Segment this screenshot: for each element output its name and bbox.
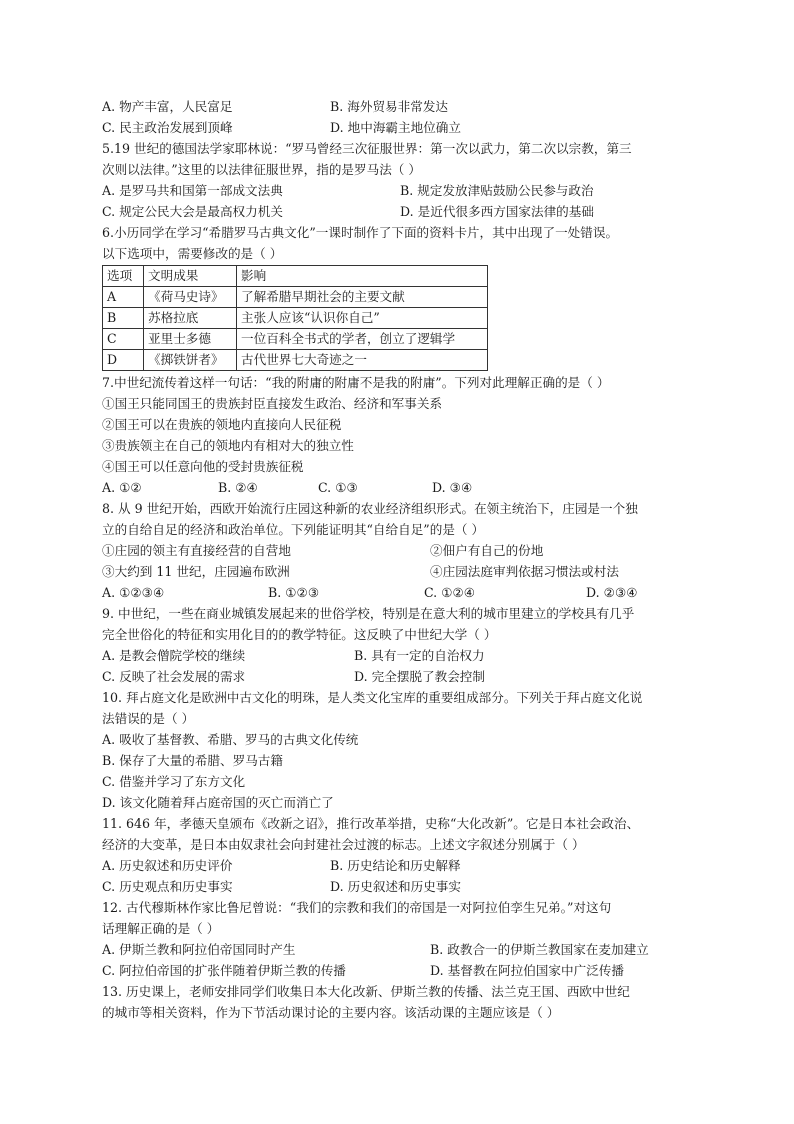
q12-option-c: C. 阿拉伯帝国的扩张伴随着伊斯兰教的传播 xyxy=(102,963,346,978)
q8-stem-line-1: 8. 从 9 世纪开始，西欧开始流行庄园这种新的农业经济组织形式。在领主统治下，庄园是一个独 xyxy=(102,501,638,516)
q5-options-row-1 xyxy=(102,180,702,201)
q12-option-b: B. 政教合一的伊斯兰教国家在麦加建立 xyxy=(430,942,649,957)
table-row xyxy=(103,287,488,308)
table-row xyxy=(103,308,488,329)
table-cell: 《掷铁饼者》 xyxy=(144,350,237,371)
table-cell: 了解希腊早期社会的主要文献 xyxy=(237,287,488,308)
q7-option-c: C. ①③ xyxy=(318,480,358,495)
q10-option-d: D. 该文化随着拜占庭帝国的灭亡而消亡了 xyxy=(102,795,334,810)
q7-item-2: ②国王可以在贵族的领地内直接向人民征税 xyxy=(102,417,342,432)
q7-stem: 7.中世纪流传着这样一句话：“我的附庸的附庸不是我的附庸”。下列对此理解正确的是（ ） xyxy=(102,375,610,390)
q11-option-c: C. 历史观点和历史事实 xyxy=(102,879,233,894)
q4-options-row-2 xyxy=(102,117,702,138)
q13-stem-line-2: 的城市等相关资料，作为下节活动课讨论的主要内容。该活动课的主题应该是（ ） xyxy=(102,1005,560,1020)
q11-option-b: B. 历史结论和历史解释 xyxy=(330,858,461,873)
q12-stem-line-2: 话理解正确的是（ ） xyxy=(102,921,220,936)
q4-options-row-1 xyxy=(102,96,702,117)
q7-options-row xyxy=(102,477,702,498)
q6-stem-line-1: 6.小历同学在学习“希腊罗马古典文化”一课时制作了下面的资料卡片，其中出现了一处错误。 xyxy=(102,225,619,240)
q12-option-a: A. 伊斯兰教和阿拉伯帝国同时产生 xyxy=(102,942,296,957)
q8-items-row-2 xyxy=(102,561,702,582)
q8-item-2: ②佃户有自己的份地 xyxy=(430,543,544,558)
q9-stem-line-2: 完全世俗化的特征和实用化目的的教学特征。这反映了中世纪大学（ ） xyxy=(102,627,497,642)
q10-stem-line-2: 法错误的是（ ） xyxy=(102,711,195,726)
q7-item-1: ①国王只能同国王的贵族封臣直接发生政治、经济和军事关系 xyxy=(102,396,443,411)
q13-stem-line-1: 13. 历史课上，老师安排同学们收集日本大化改新、伊斯兰教的传播、法兰克王国、西欧中世纪 xyxy=(102,984,630,999)
q5-option-b: B. 规定发放津贴鼓励公民参与政治 xyxy=(400,183,594,198)
table-cell: A xyxy=(103,287,144,308)
table-header-cell: 文明成果 xyxy=(144,266,237,287)
table-header-cell: 选项 xyxy=(103,266,144,287)
q10-stem-line-1: 10. 拜占庭文化是欧洲中古文化的明珠，是人类文化宝库的重要组成部分。下列关于拜占庭文化说 xyxy=(102,690,643,705)
table-cell: 亚里士多德 xyxy=(144,329,237,350)
table-cell: 主张人应该“认识你自己” xyxy=(237,308,488,329)
q7-item-4: ④国王可以任意向他的受封贵族征税 xyxy=(102,459,304,474)
q8-option-c: C. ①②④ xyxy=(424,585,476,600)
q12-option-d: D. 基督教在阿拉伯国家中广泛传播 xyxy=(430,963,624,978)
q5-options-row-2 xyxy=(102,201,702,222)
q7-option-b: B. ②④ xyxy=(218,480,258,495)
q7-option-a: A. ①② xyxy=(102,480,142,495)
q8-option-a: A. ①②③④ xyxy=(102,585,165,600)
table-cell: C xyxy=(103,329,144,350)
table-cell: D xyxy=(103,350,144,371)
q8-item-1: ①庄园的领主有直接经营的自营地 xyxy=(102,543,291,558)
table-cell: 一位百科全书式的学者，创立了逻辑学 xyxy=(237,329,488,350)
q8-item-3: ③大约到 11 世纪，庄园遍布欧洲 xyxy=(102,564,290,579)
table-cell: 古代世界七大奇迹之一 xyxy=(237,350,488,371)
exam-page xyxy=(102,96,702,1023)
table-cell: 《荷马史诗》 xyxy=(144,287,237,308)
q10-option-b: B. 保存了大量的希腊、罗马古籍 xyxy=(102,753,283,768)
q9-options-row-1 xyxy=(102,645,702,666)
q4-option-a: A. 物产丰富，人民富足 xyxy=(102,99,233,114)
q11-option-d: D. 历史叙述和历史事实 xyxy=(330,879,461,894)
q11-option-a: A. 历史叙述和历史评价 xyxy=(102,858,233,873)
q9-options-row-2 xyxy=(102,666,702,687)
table-header-cell: 影响 xyxy=(237,266,488,287)
q7-option-d: D. ③④ xyxy=(432,480,473,495)
q8-item-4: ④庄园法庭审判依据习惯法或村法 xyxy=(430,564,619,579)
q9-option-d: D. 完全摆脱了教会控制 xyxy=(354,669,485,684)
table-row xyxy=(103,329,488,350)
q6-stem-line-2: 以下选项中，需要修改的是（ ） xyxy=(102,246,283,261)
q11-stem-line-1: 11. 646 年，孝德天皇颁布《改新之诏》，推行改革举措，史称“大化改新”。它是日本社会政治、 xyxy=(102,816,640,831)
q8-options-row xyxy=(102,582,702,603)
q4-option-d: D. 地中海霸主地位确立 xyxy=(330,120,461,135)
q7-item-3: ③贵族领主在自己的领地内有相对大的独立性 xyxy=(102,438,354,453)
table-cell: 苏格拉底 xyxy=(144,308,237,329)
table-row xyxy=(103,350,488,371)
q5-option-c: C. 规定公民大会是最高权力机关 xyxy=(102,204,283,219)
q4-option-b: B. 海外贸易非常发达 xyxy=(330,99,449,114)
q12-options-row-1 xyxy=(102,939,702,960)
table-cell: B xyxy=(103,308,144,329)
q12-options-row-2 xyxy=(102,960,702,981)
q4-option-c: C. 民主政治发展到顶峰 xyxy=(102,120,233,135)
q11-stem-line-2: 经济的大变革，是日本由奴隶社会向封建社会过渡的标志。上述文字叙述分别属于（ ） xyxy=(102,837,585,852)
q5-stem-line-1: 5.19 世纪的德国法学家耶林说：“罗马曾经三次征服世界：第一次以武力，第二次以宗教，第三 xyxy=(102,141,632,156)
q8-option-b: B. ①②③ xyxy=(268,585,320,600)
q9-option-c: C. 反映了社会发展的需求 xyxy=(102,669,246,684)
q6-data-table xyxy=(102,265,488,371)
q10-option-c: C. 借鉴并学习了东方文化 xyxy=(102,774,246,789)
q10-option-a: A. 吸收了基督教、希腊、罗马的古典文化传统 xyxy=(102,732,359,747)
q9-option-b: B. 具有一定的自治权力 xyxy=(354,648,485,663)
q9-stem-line-1: 9. 中世纪，一些在商业城镇发展起来的世俗学校，特别是在意大利的城市里建立的学校具有几乎 xyxy=(102,606,635,621)
table-header-row xyxy=(103,266,488,287)
q8-items-row-1 xyxy=(102,540,702,561)
q11-options-row-1 xyxy=(102,855,702,876)
q9-option-a: A. 是教会僧院学校的继续 xyxy=(102,648,246,663)
q5-option-d: D. 是近代很多西方国家法律的基础 xyxy=(400,204,594,219)
q5-option-a: A. 是罗马共和国第一部成文法典 xyxy=(102,183,283,198)
q12-stem-line-1: 12. 古代穆斯林作家比鲁尼曾说：“我们的宗教和我们的帝国是一对阿拉伯孪生兄弟。”对这句 xyxy=(102,900,612,915)
q5-stem-line-2: 次则以法律。”这里的以法律征服世界，指的是罗马法（ ） xyxy=(102,162,421,177)
q8-option-d: D. ②③④ xyxy=(586,585,638,600)
q11-options-row-2 xyxy=(102,876,702,897)
q8-stem-line-2: 立的自给自足的经济和政治单位。下列能证明其“自给自足”的是（ ） xyxy=(102,522,485,537)
